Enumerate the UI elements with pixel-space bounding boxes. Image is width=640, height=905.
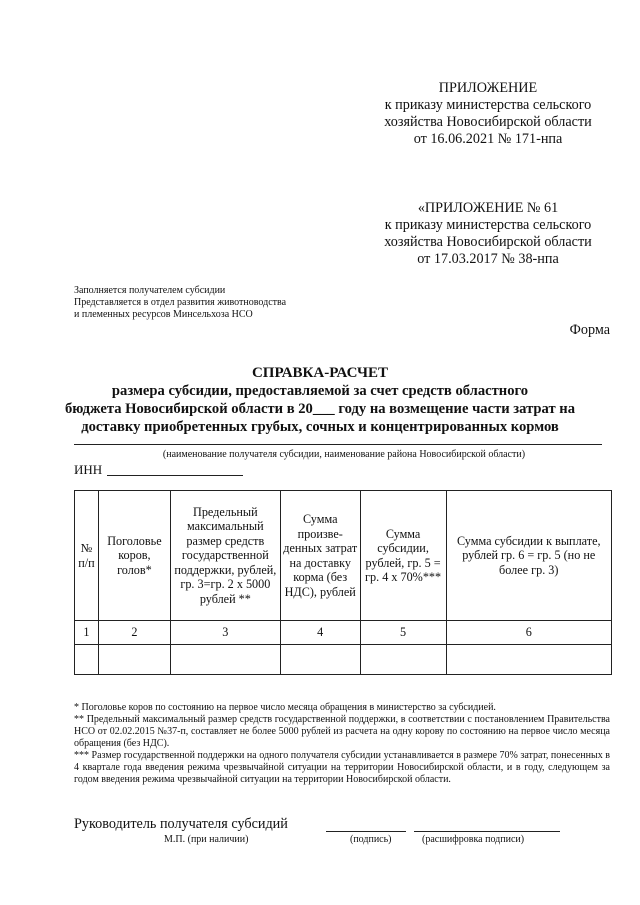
header-cell: Сумма субсидии к выплате, рублей гр. 6 = гр. 5 (но не более гр. 3) xyxy=(446,491,612,621)
annex-1-title: ПРИЛОЖЕНИЕ xyxy=(438,80,538,96)
annex-1-line: к приказу министерства сельского xyxy=(384,97,592,113)
filled-note-line: Заполняется получателем субсидии xyxy=(74,285,226,296)
column-number: 3 xyxy=(170,621,280,645)
header-cell: № п/п xyxy=(75,491,99,621)
annex-2-line: хозяйства Новосибирской области xyxy=(384,234,592,250)
header-cell: Сумма субсидии, рублей, гр. 5 = гр. 4 х 70%*** xyxy=(360,491,446,621)
footnote-2: ** Предельный максимальный размер средств государственной поддержки, в соответствии с постановлением Правительства НСО от 02.02.2015 №37-п, составляет не более 5000 рублей из расчета на одну корову по состоянию на первое число месяца обращения (без НДС). xyxy=(74,714,610,749)
recipient-name-line[interactable] xyxy=(74,444,602,445)
form-label: Форма xyxy=(569,322,610,338)
annex-2-line: к приказу министерства сельского xyxy=(384,217,592,233)
footnote-1: * Поголовье коров по состоянию на первое число месяца обращения в министерство за субсидией. xyxy=(74,702,496,713)
annex-1-line: хозяйства Новосибирской области xyxy=(384,114,592,130)
title-line: доставку приобретенных грубых, сочных и концентрированных кормов xyxy=(81,419,559,435)
column-number: 1 xyxy=(75,621,99,645)
data-cell[interactable] xyxy=(280,645,360,675)
annex-block-1 xyxy=(368,80,608,148)
decode-caption: (расшифровка подписи) xyxy=(422,834,525,845)
table-header-row xyxy=(75,491,612,621)
title-main: СПРАВКА-РАСЧЕТ xyxy=(251,365,389,381)
annex-block-2 xyxy=(368,200,608,268)
filled-note-line: и племенных ресурсов Минсельхоза НСО xyxy=(74,309,253,320)
inn-label: ИНН xyxy=(74,462,103,477)
footnotes xyxy=(74,702,610,786)
column-number: 6 xyxy=(446,621,612,645)
decode-line[interactable] xyxy=(414,831,560,832)
data-cell[interactable] xyxy=(170,645,280,675)
column-number: 5 xyxy=(360,621,446,645)
header-cell: Сумма произве-денных затрат на доставку корма (без НДС), рублей xyxy=(280,491,360,621)
stamp-label: М.П. (при наличии) xyxy=(164,834,249,845)
document-title xyxy=(60,364,580,436)
table-number-row xyxy=(75,621,612,645)
data-cell[interactable] xyxy=(98,645,170,675)
signature-line[interactable] xyxy=(326,831,406,832)
title-line: бюджета Новосибирской области в 20___ году на возмещение части затрат на xyxy=(65,401,575,417)
inn-field[interactable] xyxy=(107,475,243,476)
header-cell: Предельный максимальный размер средств государственной поддержки, рублей, гр. 3=гр. 2 х 5000 рублей ** xyxy=(170,491,280,621)
annex-2-title: «ПРИЛОЖЕНИЕ № 61 xyxy=(417,200,559,216)
column-number: 4 xyxy=(280,621,360,645)
header-cell: Поголовье коров, голов* xyxy=(98,491,170,621)
recipient-caption: (наименование получателя субсидии, наименование района Новосибирской области) xyxy=(162,449,526,460)
filled-note xyxy=(74,285,286,321)
footnote-3: *** Размер государственной поддержки на одного получателя субсидии устанавливается в размере 70% затрат, понесенных в 4 квартале года введения режима чрезвычайной ситуации на территории Новосибирской области, и в году, следующем за годом введения режима чрезвычайной ситуации на территории Новосибирской области. xyxy=(74,750,610,785)
column-number: 2 xyxy=(98,621,170,645)
annex-1-date: от 16.06.2021 № 171-нпа xyxy=(413,131,563,147)
data-cell[interactable] xyxy=(446,645,612,675)
title-line: размера субсидии, предоставляемой за счет средств областного xyxy=(111,383,529,399)
data-cell[interactable] xyxy=(75,645,99,675)
table-data-row xyxy=(75,645,612,675)
calculation-table xyxy=(74,490,612,675)
head-label: Руководитель получателя субсидий xyxy=(74,816,288,832)
signature-caption: (подпись) xyxy=(350,834,392,845)
filled-note-line: Представляется в отдел развития животноводства xyxy=(74,297,287,308)
annex-2-date: от 17.03.2017 № 38-нпа xyxy=(417,251,559,267)
data-cell[interactable] xyxy=(360,645,446,675)
